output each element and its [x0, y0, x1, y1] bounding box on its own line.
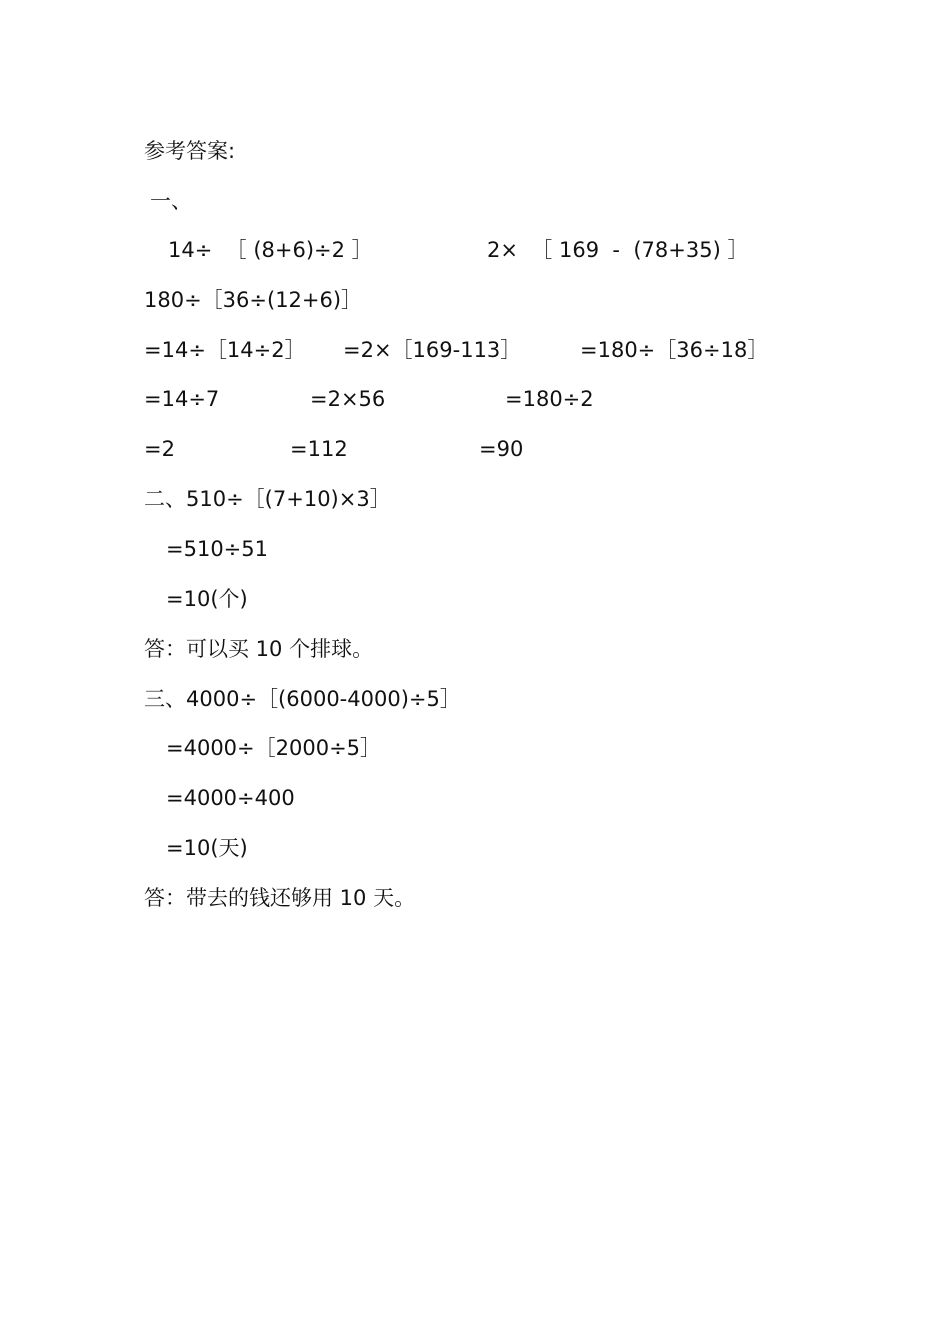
page-heading: 参考答案: — [144, 139, 236, 163]
result-1c: =90 — [479, 437, 524, 461]
section-2-answer: 答：可以买 10 个排球。 — [144, 637, 374, 661]
problem-1a: 14÷ ［ (8+6)÷2 ］ — [168, 238, 373, 262]
section-2-expression: 二、510÷［(7+10)×3］ — [144, 487, 391, 511]
section-3-step-3: =10(天) — [166, 836, 248, 860]
result-1b: =112 — [290, 437, 348, 461]
section-1-label: 一、 — [150, 189, 192, 213]
step-1a-1: =14÷［14÷2］ — [144, 338, 306, 362]
section-3-answer: 答：带去的钱还够用 10 天。 — [144, 886, 416, 910]
result-1a: =2 — [144, 437, 175, 461]
section-3-step-2: =4000÷400 — [166, 786, 295, 810]
step-1b-1: =2×［169-113］ — [343, 338, 522, 362]
section-3-expression: 三、4000÷［(6000-4000)÷5］ — [144, 687, 461, 711]
step-1a-2: =14÷7 — [144, 387, 220, 411]
problem-1b: 2× ［ 169 - (78+35) ］ — [487, 238, 749, 262]
section-3-step-1: =4000÷［2000÷5］ — [166, 736, 382, 760]
step-1c-1: =180÷［36÷18］ — [580, 338, 769, 362]
step-1b-2: =2×56 — [310, 387, 386, 411]
problem-1c: 180÷［36÷(12+6)］ — [144, 288, 363, 312]
section-2-step-2: =10(个) — [166, 587, 248, 611]
step-1c-2: =180÷2 — [505, 387, 594, 411]
section-2-step-1: =510÷51 — [166, 537, 268, 561]
